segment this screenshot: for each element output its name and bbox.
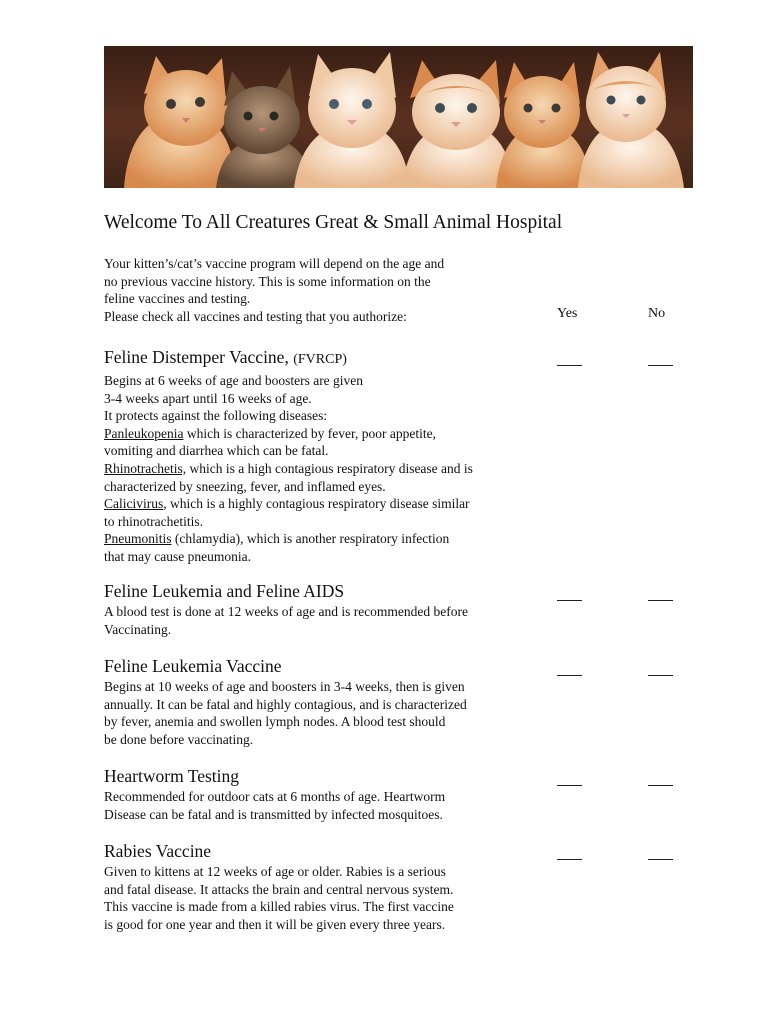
heading-text: Feline Distemper Vaccine, [104, 347, 294, 367]
section-body [104, 788, 544, 823]
disease-name: Panleukopenia [104, 425, 184, 441]
section-heading: Feline Leukemia and Feline AIDS [104, 581, 345, 601]
kitten-6 [578, 52, 684, 188]
intro-line: Please check all vaccines and testing that you authorize: [104, 308, 407, 324]
line-text: A blood test is done at 12 weeks of age and is recommended before [104, 604, 469, 619]
section-heading: Heartworm Testing [104, 766, 240, 786]
line-text: Vaccinating. [104, 621, 172, 637]
line-text: vomiting and diarrhea which can be fatal. [104, 443, 329, 459]
line-text: It protects against the following diseases: [104, 408, 328, 424]
line-text: Begins at 10 weeks of age and boosters in 3-4 weeks, then is given [104, 679, 465, 694]
body-line [104, 678, 544, 696]
section-body [104, 863, 544, 933]
line-text: Begins at 6 weeks of age and boosters are given [104, 373, 364, 388]
body-line [104, 713, 544, 731]
no-column-header: No [648, 306, 666, 321]
body-line [104, 530, 544, 548]
body-line [104, 863, 544, 881]
body-line [104, 390, 544, 408]
yes-checkbox-blank[interactable] [557, 600, 582, 601]
line-text: annually. It can be fatal and highly contagious, and is characterized [104, 696, 467, 712]
section-leukemia-aids [104, 580, 544, 638]
body-line [104, 806, 544, 824]
body-line [104, 513, 544, 531]
section-body [104, 603, 544, 638]
body-line [104, 603, 544, 621]
yes-column-header: Yes [557, 306, 578, 321]
page-title: Welcome To All Creatures Great & Small Animal Hospital [104, 212, 563, 233]
body-line [104, 442, 544, 460]
line-text: characterized by sneezing, fever, and inflamed eyes. [104, 478, 386, 494]
body-line [104, 478, 544, 496]
section-heading: Feline Leukemia Vaccine [104, 656, 282, 676]
no-checkbox-blank[interactable] [648, 600, 673, 601]
yes-checkbox-blank[interactable] [557, 675, 582, 676]
body-line [104, 788, 544, 806]
no-checkbox-blank[interactable] [648, 859, 673, 860]
line-text: (chlamydia), which is another respiratory infection [171, 531, 450, 547]
disease-name: Calicivirus [104, 496, 164, 512]
body-line [104, 495, 544, 513]
section-rabies [104, 840, 544, 933]
line-text: by fever, anemia and swollen lymph nodes. A blood test should [104, 714, 446, 730]
intro-paragraph [104, 255, 534, 325]
intro-line: no previous vaccine history. This is some information on the [104, 273, 431, 289]
yes-checkbox-blank[interactable] [557, 859, 582, 860]
yes-checkbox-blank[interactable] [557, 785, 582, 786]
kitten-4 [402, 60, 514, 188]
section-body [104, 678, 544, 748]
section-heading: Rabies Vaccine [104, 841, 212, 861]
section-heading [104, 346, 544, 371]
line-text: which is a high contagious respiratory disease and is [186, 460, 473, 476]
section-leukemia-vaccine [104, 655, 544, 748]
line-text: is good for one year and then it will be given every three years. [104, 916, 446, 932]
body-line [104, 460, 544, 478]
body-line [104, 425, 544, 443]
body-line [104, 548, 544, 566]
kitten-2 [216, 66, 312, 188]
body-line [104, 407, 544, 425]
disease-name: Pneumonitis [104, 531, 172, 547]
line-text: Given to kittens at 12 weeks of age or older. Rabies is a serious [104, 864, 446, 879]
intro-line: feline vaccines and testing. [104, 291, 251, 307]
body-line [104, 881, 544, 899]
no-checkbox-blank[interactable] [648, 675, 673, 676]
yes-checkbox-blank[interactable] [557, 365, 582, 366]
kitten-3 [294, 52, 410, 188]
line-text: to rhinotrachetitis. [104, 513, 203, 529]
body-line [104, 696, 544, 714]
line-text: Recommended for outdoor cats at 6 months of age. Heartworm [104, 789, 446, 804]
line-text: Disease can be fatal and is transmitted by infected mosquitoes. [104, 806, 443, 822]
line-text: and fatal disease. It attacks the brain and central nervous system. [104, 881, 454, 897]
intro-line: Your kitten’s/cat’s vaccine program will depend on the age and [104, 256, 445, 271]
line-text: which is characterized by fever, poor appetite, [183, 425, 436, 441]
line-text: that may cause pneumonia. [104, 548, 251, 564]
line-text: 3-4 weeks apart until 16 weeks of age. [104, 390, 312, 406]
line-text: This vaccine is made from a killed rabies virus. The first vaccine [104, 899, 454, 915]
heading-suffix: (FVRCP) [293, 352, 347, 367]
kitten-5 [496, 62, 592, 188]
section-heartworm [104, 765, 544, 823]
section-body [104, 372, 544, 566]
body-line [104, 731, 544, 749]
no-checkbox-blank[interactable] [648, 785, 673, 786]
body-line [104, 916, 544, 934]
line-text: be done before vaccinating. [104, 731, 254, 747]
body-line [104, 898, 544, 916]
kittens-banner-image [104, 46, 693, 188]
line-text: , which is a highly contagious respiratory disease similar [163, 496, 470, 512]
kitten-1 [124, 56, 236, 188]
disease-name: Rhinotrachetis, [104, 460, 187, 476]
body-line [104, 621, 544, 639]
body-line [104, 372, 544, 390]
no-checkbox-blank[interactable] [648, 365, 673, 366]
section-distemper [104, 346, 544, 566]
